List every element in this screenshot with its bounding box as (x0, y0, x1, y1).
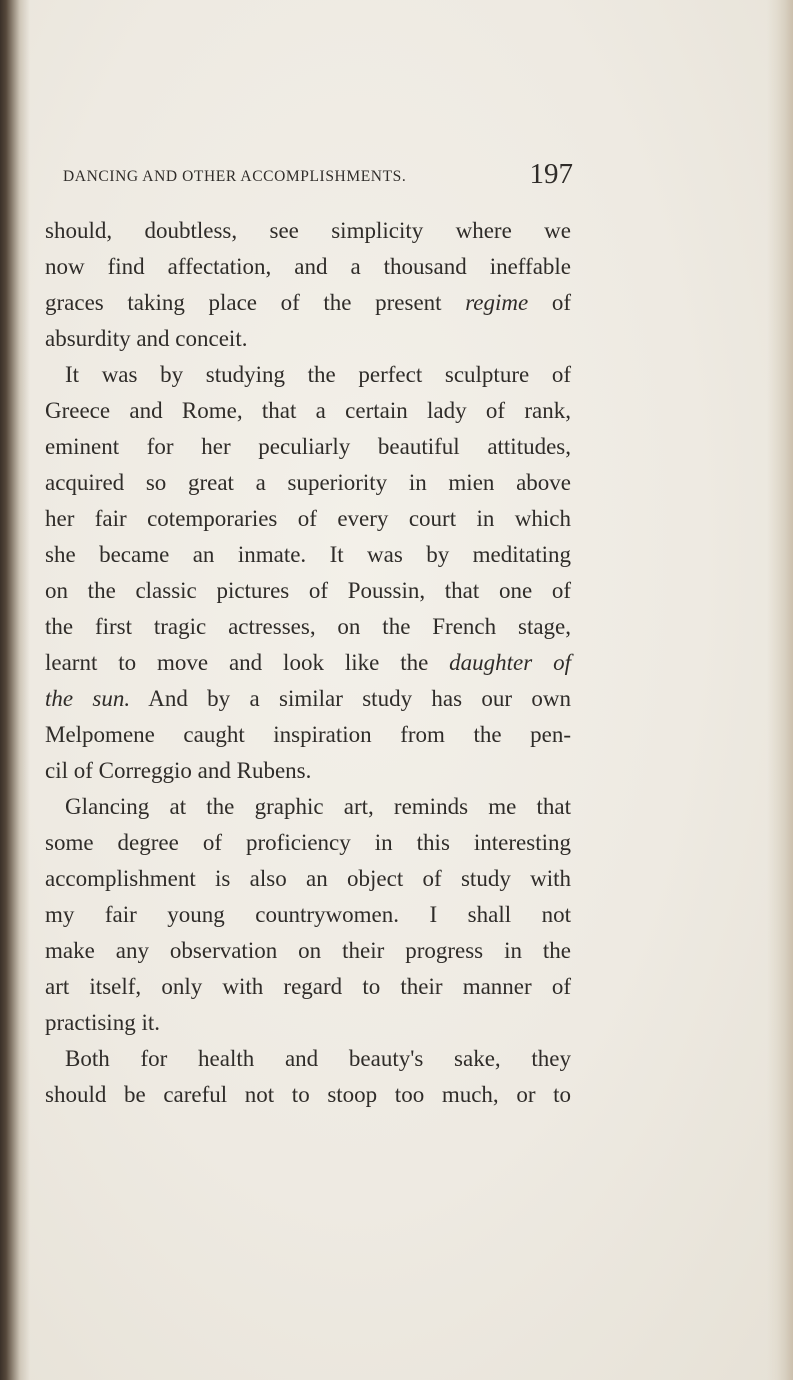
text-line: my fair young countrywomen. I shall not (45, 902, 571, 927)
binding-gutter (0, 0, 30, 1380)
text-line: Melpomene caught inspiration from the pen- (45, 722, 571, 747)
text-line: art itself, only with regard to their manner of (45, 974, 571, 999)
text-line: eminent for her peculiarly beautiful attitudes, (45, 434, 571, 459)
text-line: absurdity and conceit. (45, 326, 248, 351)
page-fore-edge (767, 0, 793, 1380)
text-line: now find affectation, and a thousand ineffable (45, 254, 571, 279)
text-line: the first tragic actresses, on the French stage, (45, 614, 571, 639)
running-head (63, 158, 573, 194)
text-line: graces taking place of the present regime of (45, 290, 571, 315)
text-line: acquired so great a superiority in mien above (45, 470, 571, 495)
italic-phrase: the sun. (45, 686, 131, 711)
paragraph-start-line: It was by studying the perfect sculpture of (65, 362, 571, 387)
text-line: some degree of proficiency in this interesting (45, 830, 571, 855)
text-line: cil of Correggio and Rubens. (45, 758, 312, 783)
text-line: accomplishment is also an object of study with (45, 866, 571, 891)
text-line: the sun. And by a similar study has our own (45, 686, 571, 711)
text-line: Greece and Rome, that a certain lady of rank, (45, 398, 571, 423)
text-line: her fair cotemporaries of every court in which (45, 506, 571, 531)
text-line: on the classic pictures of Poussin, that one of (45, 578, 571, 603)
italic-phrase: daughter of (449, 650, 571, 675)
text-line: should be careful not to stoop too much, or to (45, 1082, 571, 1107)
paragraph-start-line: Glancing at the graphic art, reminds me that (65, 794, 571, 819)
page-number: 197 (529, 158, 573, 190)
text-line: make any observation on their progress in the (45, 938, 571, 963)
text-line: she became an inmate. It was by meditating (45, 542, 571, 567)
text-line: practising it. (45, 1010, 160, 1035)
paragraph-start-line: Both for health and beauty's sake, they (65, 1046, 571, 1071)
text-line: should, doubtless, see simplicity where we (45, 218, 571, 243)
text-line: learnt to move and look like the daughter of (45, 650, 571, 675)
running-head-title: DANCING AND OTHER ACCOMPLISHMENTS. (63, 168, 407, 185)
italic-word: regime (465, 290, 529, 315)
text-block (45, 0, 580, 1380)
